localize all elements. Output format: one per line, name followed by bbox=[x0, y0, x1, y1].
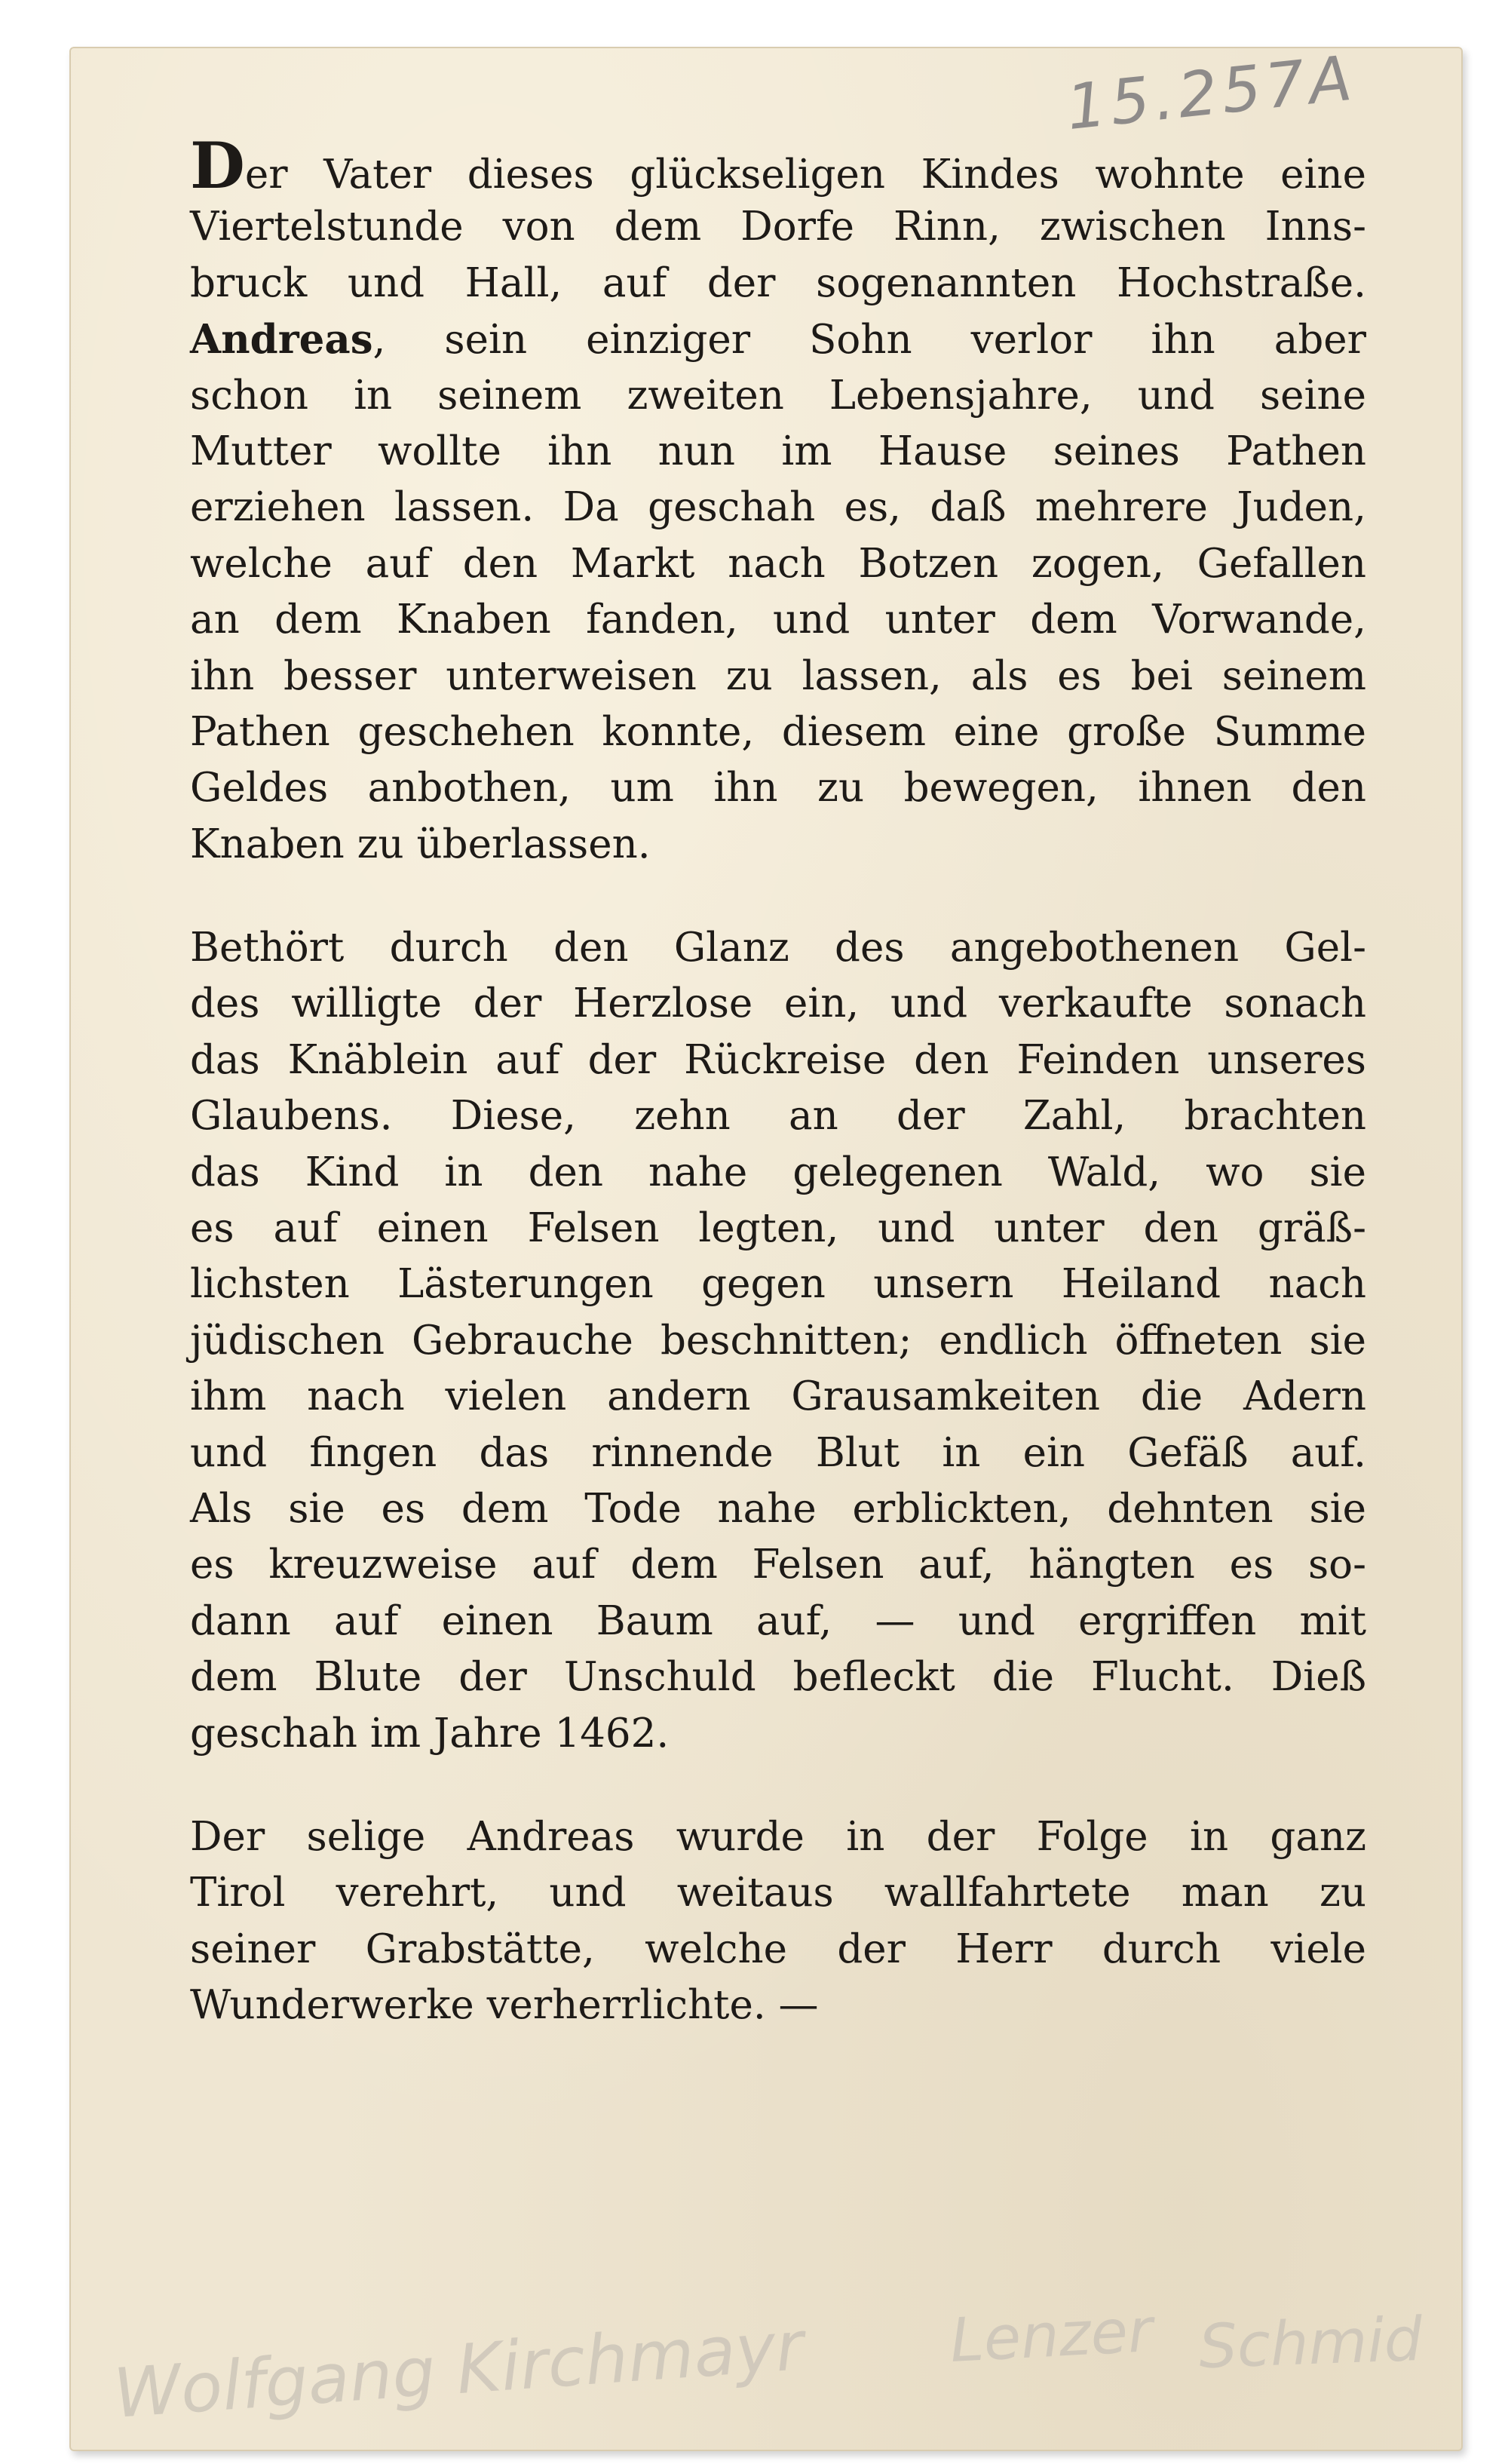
text-line: Viertelstunde von dem Dorfe Rinn, zwischen Inns- bbox=[190, 204, 1366, 250]
bleed-through-signatures bbox=[83, 2295, 1440, 2434]
text-line: Wunderwerke verherrlichte. — bbox=[190, 1982, 819, 2029]
document-body bbox=[190, 128, 1366, 2034]
text-line: Geldes anbothen, um ihn zu bewegen, ihnen den bbox=[190, 765, 1366, 812]
signature: Lenzer bbox=[948, 2295, 1154, 2376]
text-line: schon in seinem zweiten Lebensjahre, und seine bbox=[190, 372, 1366, 419]
text-line: Als sie es dem Tode nahe erblickten, dehnten sie bbox=[190, 1485, 1366, 1532]
signature: Schmid bbox=[1197, 2303, 1424, 2383]
text-line: Knaben zu überlassen. bbox=[190, 821, 651, 867]
line-text: , sein einziger Sohn verlor ihn aber bbox=[372, 317, 1366, 364]
text-line: lichsten Lästerungen gegen unsern Heiland nach bbox=[190, 1261, 1366, 1308]
text-line: geschah im Jahre 1462. bbox=[190, 1710, 670, 1757]
text-line: das Knäblein auf der Rückreise den Feinden unseres bbox=[190, 1036, 1366, 1083]
paragraph-3 bbox=[190, 1809, 1366, 2034]
text-line: an dem Knaben fanden, und unter dem Vorwande, bbox=[190, 597, 1366, 643]
text-line: bruck und Hall, auf der sogenannten Hochstraße. bbox=[190, 259, 1366, 306]
text-line: welche auf den Markt nach Botzen zogen, Gefallen bbox=[190, 540, 1366, 587]
text-line: jüdischen Gebrauche beschnitten; endlich öffneten sie bbox=[190, 1317, 1366, 1364]
signature: Wolfgang Kirchmayr bbox=[111, 2306, 806, 2434]
text-line: ihn besser unterweisen zu lassen, als es bei seinem bbox=[190, 652, 1366, 699]
text-line: Glaubens. Diese, zehn an der Zahl, brachten bbox=[190, 1093, 1366, 1140]
paragraph-1 bbox=[190, 128, 1366, 873]
text-line: dem Blute der Unschuld befleckt die Flucht. Dieß bbox=[190, 1654, 1366, 1701]
text-line: Der selige Andreas wurde in der Folge in ganz bbox=[190, 1813, 1366, 1860]
text-line: es auf einen Felsen legten, und unter den gräß- bbox=[190, 1205, 1366, 1252]
text-line: erziehen lassen. Da geschah es, daß mehrere Juden, bbox=[190, 484, 1366, 531]
text-line: Pathen geschehen konnte, diesem eine große Summe bbox=[190, 708, 1366, 755]
text-line: es kreuzweise auf dem Felsen auf, hängten es so- bbox=[190, 1542, 1366, 1588]
archive-number-note: 15.257A bbox=[1063, 42, 1359, 144]
text-line: seiner Grabstätte, welche der Herr durch viele bbox=[190, 1925, 1366, 1972]
text-line: Mutter wollte ihn nun im Hause seines Pathen bbox=[190, 428, 1366, 474]
text-line bbox=[190, 311, 1366, 367]
text-line: Bethört durch den Glanz des angebothenen Gel- bbox=[190, 925, 1366, 971]
text-line: des willigte der Herzlose ein, und verkaufte sonach bbox=[190, 980, 1366, 1027]
paragraph-2 bbox=[190, 920, 1366, 1762]
text-line: und fingen das rinnende Blut in ein Gefäß auf. bbox=[190, 1429, 1366, 1476]
text-line: ihm nach vielen andern Grausamkeiten die Adern bbox=[190, 1373, 1366, 1420]
text-line bbox=[190, 128, 1366, 203]
text-line: dann auf einen Baum auf, — und ergriffen mit bbox=[190, 1597, 1366, 1644]
name-andreas: Andreas bbox=[190, 316, 373, 364]
text-line: Tirol verehrt, und weitaus wallfahrtete man zu bbox=[190, 1870, 1366, 1916]
line-text: er Vater dieses glückseligen Kindes wohnte eine bbox=[244, 152, 1366, 198]
drop-cap-letter: D bbox=[190, 128, 245, 203]
text-line: das Kind in den nahe gelegenen Wald, wo sie bbox=[190, 1149, 1366, 1195]
